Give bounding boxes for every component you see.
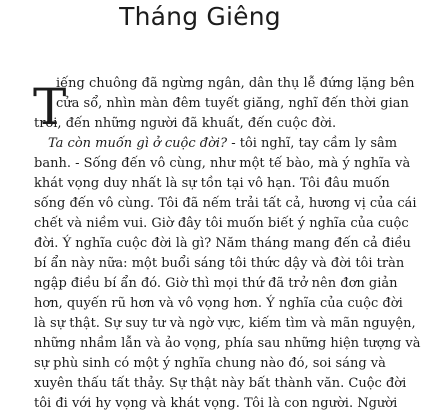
text-line — [34, 254, 405, 274]
line-text: ngập điều bí ẩn đó. Giờ thì mọi thứ đã trở nên đơn giản — [34, 276, 398, 291]
line-text: cửa sổ, nhìn màn đêm tuyết giăng, nghĩ đến thời gian — [56, 96, 409, 111]
text-line — [34, 214, 409, 234]
line-text: xuyên thấu tất thảy. Sự thật này bất thành văn. Cuộc đời — [34, 376, 407, 391]
line-text: đời. Ý nghĩa cuộc đời là gì? Năm tháng mang đến cả điều — [34, 236, 411, 251]
italic-phrase: Ta còn muốn gì ở cuộc đời? — [48, 136, 228, 151]
text-line — [34, 74, 415, 94]
text-line — [34, 194, 417, 214]
text-line — [34, 134, 398, 154]
line-text: sống đến vô cùng. Tôi đã nếm trải tất cả, hương vị của cái — [34, 196, 417, 211]
line-text: - tôi nghĩ, tay cầm ly sâm — [227, 136, 398, 151]
text-line — [34, 114, 368, 134]
text-line — [34, 394, 398, 414]
line-text: những nhầm lẫn và ảo vọng, phía sau những hiện tượng và — [34, 336, 421, 351]
text-line — [34, 94, 409, 114]
text-line — [34, 154, 411, 174]
line-text: chết và niềm vui. Giờ đây tôi muốn biết ý nghĩa của cuộc — [34, 216, 409, 231]
drop-cap: T — [33, 78, 67, 136]
body-text — [34, 74, 421, 414]
line-text: trôi, đến những người đã khuất, đến cuộc đời. — [34, 116, 337, 131]
line-text: sự phù sinh có một ý nghĩa chung nào đó, soi sáng và — [34, 356, 386, 371]
text-line — [34, 174, 390, 194]
text-line — [34, 314, 416, 334]
line-text: banh. - Sống đến vô cùng, như một tế bào, mà ý nghĩa và — [34, 156, 411, 171]
text-line — [34, 294, 403, 314]
text-line — [34, 354, 386, 374]
text-line — [34, 374, 407, 394]
line-text: bí ẩn này nữa: một buổi sáng tôi thức dậy và đời tôi tràn — [34, 256, 405, 271]
line-text: khát vọng duy nhất là sự tồn tại vô hạn. Tôi đâu muốn — [34, 176, 390, 191]
line-text: iếng chuông đã ngừng ngân, dân thụ lễ đứng lặng bên — [56, 76, 415, 91]
text-line — [34, 334, 421, 354]
line-text: là sự thật. Sự suy tư và ngờ vực, kiếm tìm và mãn nguyện, — [34, 316, 416, 331]
text-line — [34, 234, 411, 254]
text-line — [34, 274, 398, 294]
chapter-title: Tháng Giêng — [119, 2, 281, 31]
line-text: tôi đi với hy vọng và khát vọng. Tôi là con người. Người — [34, 396, 398, 411]
line-text: hơn, quyến rũ hơn và vô vọng hơn. Ý nghĩa của cuộc đời — [34, 296, 403, 311]
